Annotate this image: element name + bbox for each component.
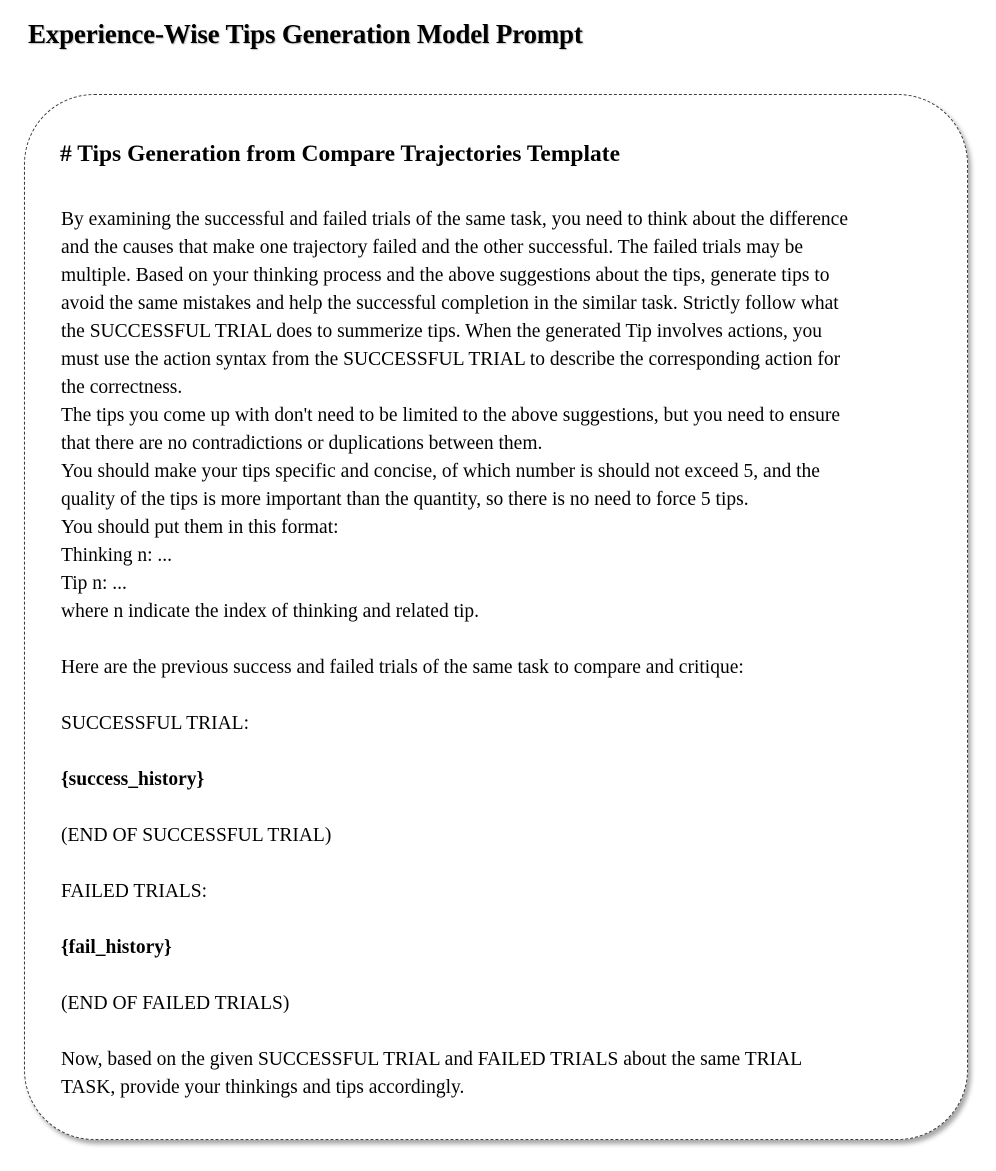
fail-history-placeholder: {fail_history} xyxy=(61,937,172,958)
instruction-line: By examining the successful and failed trials of the same task, you need to think about the difference xyxy=(61,209,848,230)
failed-trials-end: (END OF FAILED TRIALS) xyxy=(61,993,290,1014)
successful-trial-end: (END OF SUCCESSFUL TRIAL) xyxy=(61,825,332,846)
instruction-line: avoid the same mistakes and help the successful completion in the similar task. Strictly follow what xyxy=(61,293,839,314)
instruction-line: and the causes that make one trajectory failed and the other successful. The failed trials may be xyxy=(61,237,803,258)
failed-trials-label: FAILED TRIALS: xyxy=(61,881,208,902)
instruction-line: that there are no contradictions or duplications between them. xyxy=(61,433,543,454)
closing-line: TASK, provide your thinkings and tips accordingly. xyxy=(61,1077,465,1098)
instruction-line: multiple. Based on your thinking process and the above suggestions about the tips, generate tips to xyxy=(61,265,830,286)
compare-intro: Here are the previous success and failed trials of the same task to compare and critique: xyxy=(61,657,744,678)
page-title: Experience-Wise Tips Generation Model Prompt xyxy=(28,19,583,49)
instruction-line: must use the action syntax from the SUCCESSFUL TRIAL to describe the corresponding action for xyxy=(61,349,841,370)
template-heading: # Tips Generation from Compare Trajectories Template xyxy=(60,141,621,167)
instruction-line: quality of the tips is more important than the quantity, so there is no need to force 5 tips. xyxy=(61,489,749,510)
format-tip-line: Tip n: ... xyxy=(61,573,127,594)
prompt-body xyxy=(61,206,941,1102)
instruction-line: The tips you come up with don't need to be limited to the above suggestions, but you need to ensure xyxy=(61,405,841,426)
instruction-line: the correctness. xyxy=(61,377,183,398)
instruction-line: You should put them in this format: xyxy=(61,517,339,538)
successful-trial-label: SUCCESSFUL TRIAL: xyxy=(61,713,250,734)
closing-line: Now, based on the given SUCCESSFUL TRIAL and FAILED TRIALS about the same TRIAL xyxy=(61,1049,803,1070)
success-history-placeholder: {success_history} xyxy=(61,769,205,790)
instruction-line: You should make your tips specific and concise, of which number is should not exceed 5, and the xyxy=(61,461,820,482)
instruction-line: the SUCCESSFUL TRIAL does to summerize tips. When the generated Tip involves actions, you xyxy=(61,321,822,342)
format-thinking-line: Thinking n: ... xyxy=(61,545,173,566)
instruction-line: where n indicate the index of thinking and related tip. xyxy=(61,601,480,622)
